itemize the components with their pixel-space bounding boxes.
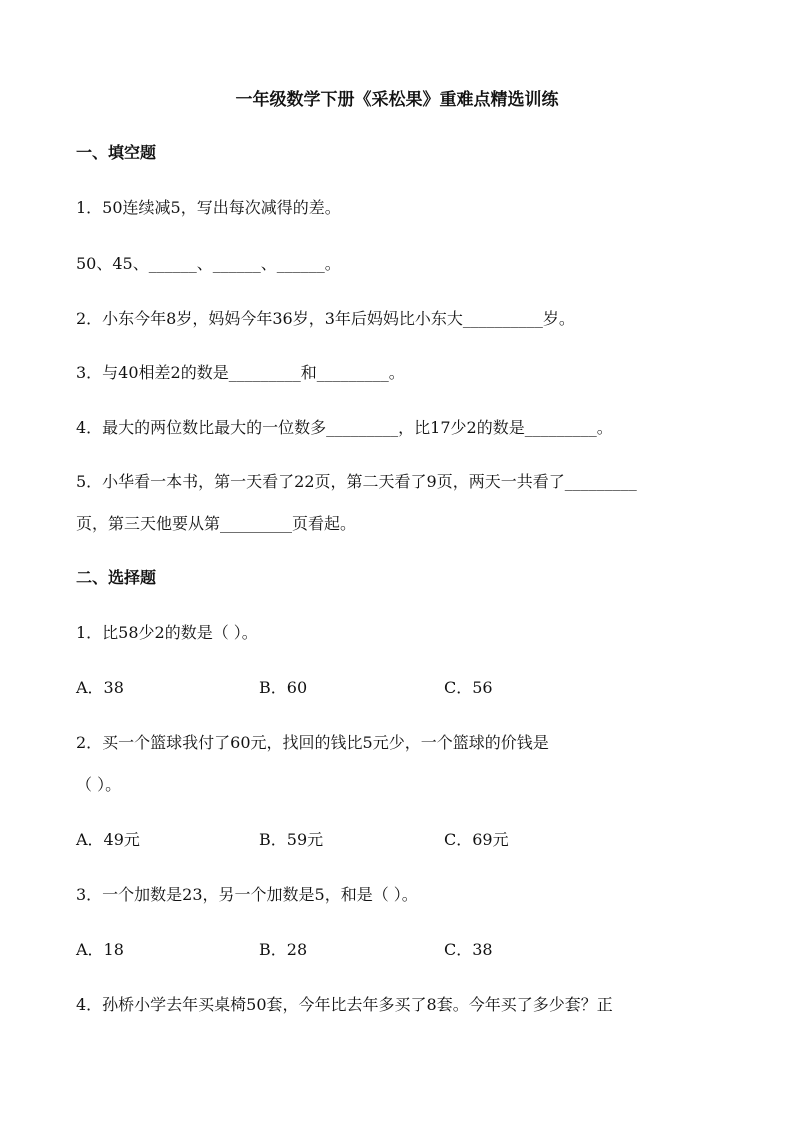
choice-option-b: B．59元 xyxy=(259,830,324,849)
choice-question-3-stem: 3．一个加数是23，另一个加数是5，和是（ ）。 xyxy=(76,885,418,904)
choice-option-c: C．56 xyxy=(444,678,493,697)
choice-question-4-stem: 4．孙桥小学去年买桌椅50套，今年比去年多买了8套。今年买了多少套？正 xyxy=(76,995,613,1014)
choice-option-c: C．69元 xyxy=(444,830,509,849)
fill-question-2: 2．小东今年8岁，妈妈今年36岁，3年后妈妈比小东大__________岁。 xyxy=(76,309,575,328)
fill-question-3: 3．与40相差2的数是_________和_________。 xyxy=(76,363,405,382)
choice-option-c: C．38 xyxy=(444,940,493,959)
choice-option-a: A．18 xyxy=(76,940,124,959)
choice-question-2-stem-line-2: （ ）。 xyxy=(76,775,122,794)
fill-question-5-line-1: 5．小华看一本书，第一天看了22页，第二天看了9页，两天一共看了_________ xyxy=(76,472,637,491)
choice-option-a: A．38 xyxy=(76,678,124,697)
choice-question-1-stem: 1．比58少2的数是（ ）。 xyxy=(76,623,258,642)
choice-question-2-stem-line-1: 2．买一个篮球我付了60元，找回的钱比5元少，一个篮球的价钱是 xyxy=(76,733,549,752)
section-heading-multiple-choice: 二、选择题 xyxy=(76,568,157,587)
choice-option-a: A．49元 xyxy=(76,830,140,849)
choice-option-b: B．60 xyxy=(259,678,308,697)
fill-question-4: 4．最大的两位数比最大的一位数多_________，比17少2的数是_________。 xyxy=(76,418,613,437)
section-heading-fill-blank: 一、填空题 xyxy=(76,143,157,162)
fill-question-1-stem: 1．50连续减5，写出每次减得的差。 xyxy=(76,198,341,217)
page-title: 一年级数学下册《采松果》重难点精选训练 xyxy=(235,90,559,110)
choice-option-b: B．28 xyxy=(259,940,308,959)
fill-question-1-answer: 50、45、______、______、______。 xyxy=(76,254,341,273)
fill-question-5-line-2: 页，第三天他要从第_________页看起。 xyxy=(76,514,357,533)
